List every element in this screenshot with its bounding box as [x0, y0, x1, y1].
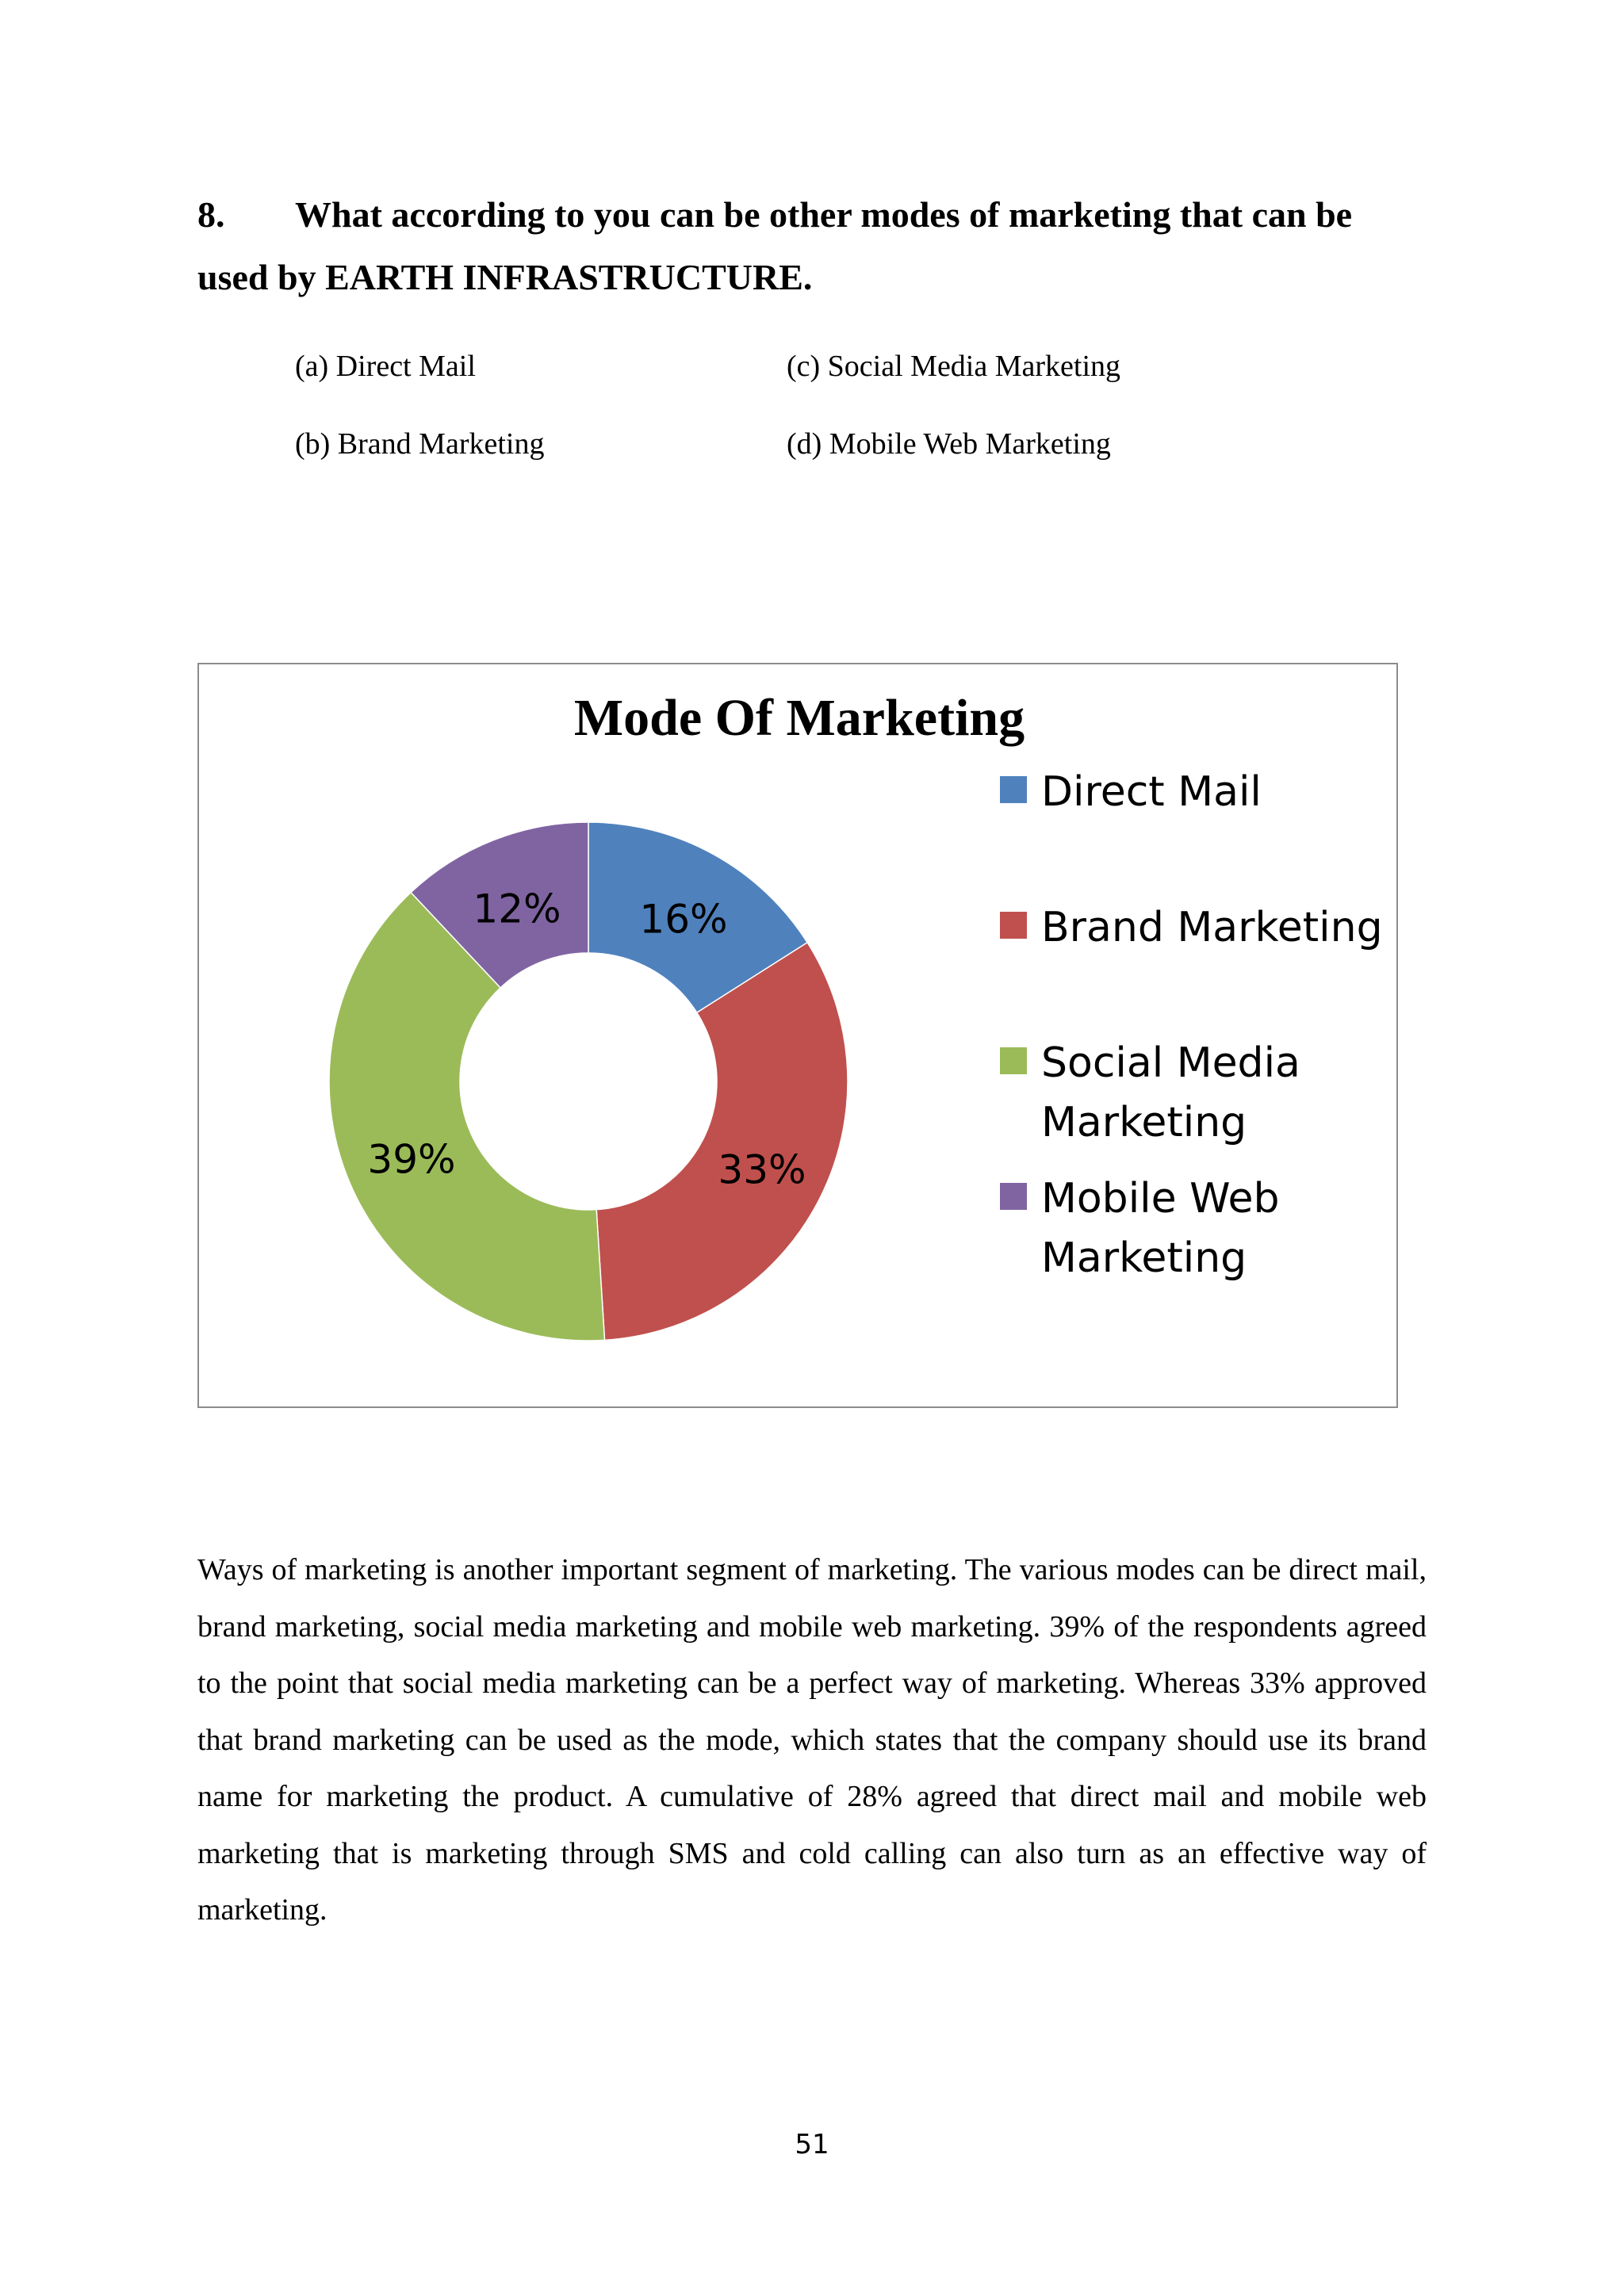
page-number: 51 [795, 2129, 829, 2160]
legend-item-brand-marketing [1000, 898, 1396, 958]
chart-title: Mode Of Marketing [573, 689, 1025, 747]
donut-slice-social-media-marketing [329, 893, 605, 1341]
legend-item-direct-mail [1000, 763, 1396, 822]
legend-swatch [1000, 1047, 1027, 1074]
legend-swatch [1000, 912, 1027, 939]
data-label-brand-marketing: 33% [718, 1146, 806, 1193]
legend-label: Mobile Web Marketing [1041, 1175, 1280, 1282]
question-number: 8. [197, 194, 225, 235]
data-label-mobile-web-marketing: 12% [473, 886, 561, 932]
question-text-line1: What according to you can be other modes of marketing that can be [295, 194, 1353, 235]
legend-swatch [1000, 776, 1027, 803]
analysis-paragraph: Ways of marketing is another important segment of marketing. The various modes can be direct mail, brand marketing, social media marketing and mobile web marketing. 39% of the respondents agreed to the point that social media marketing can be a perfect way of marketing. Whereas 33% approved that brand marketing can be used as the mode, which states that the company should use its brand name for marketing the product. A cumulative of 28% agreed that direct mail and mobile web marketing that is marketing through SMS and cold calling can also turn as an effective way of marketing. [197, 1553, 1427, 1927]
data-label-direct-mail: 16% [639, 896, 728, 943]
option-a: (a) Direct Mail [295, 350, 476, 383]
question-text-line2: used by EARTH INFRASTRUCTURE. [197, 257, 813, 297]
legend-label: Social Media Marketing [1041, 1039, 1300, 1146]
donut-slice-brand-marketing [596, 943, 848, 1341]
legend-label: Direct Mail [1041, 768, 1262, 816]
legend-item-social-media-marketing [1000, 1034, 1396, 1153]
chart-container [197, 663, 1398, 1408]
option-b: (b) Brand Marketing [295, 427, 545, 461]
option-d: (d) Mobile Web Marketing [787, 427, 1111, 461]
legend-item-mobile-web-marketing [1000, 1169, 1396, 1288]
option-c: (c) Social Media Marketing [787, 350, 1121, 383]
legend-label: Brand Marketing [1041, 904, 1383, 951]
data-label-social-media-marketing: 39% [367, 1136, 456, 1183]
legend-swatch [1000, 1183, 1027, 1210]
